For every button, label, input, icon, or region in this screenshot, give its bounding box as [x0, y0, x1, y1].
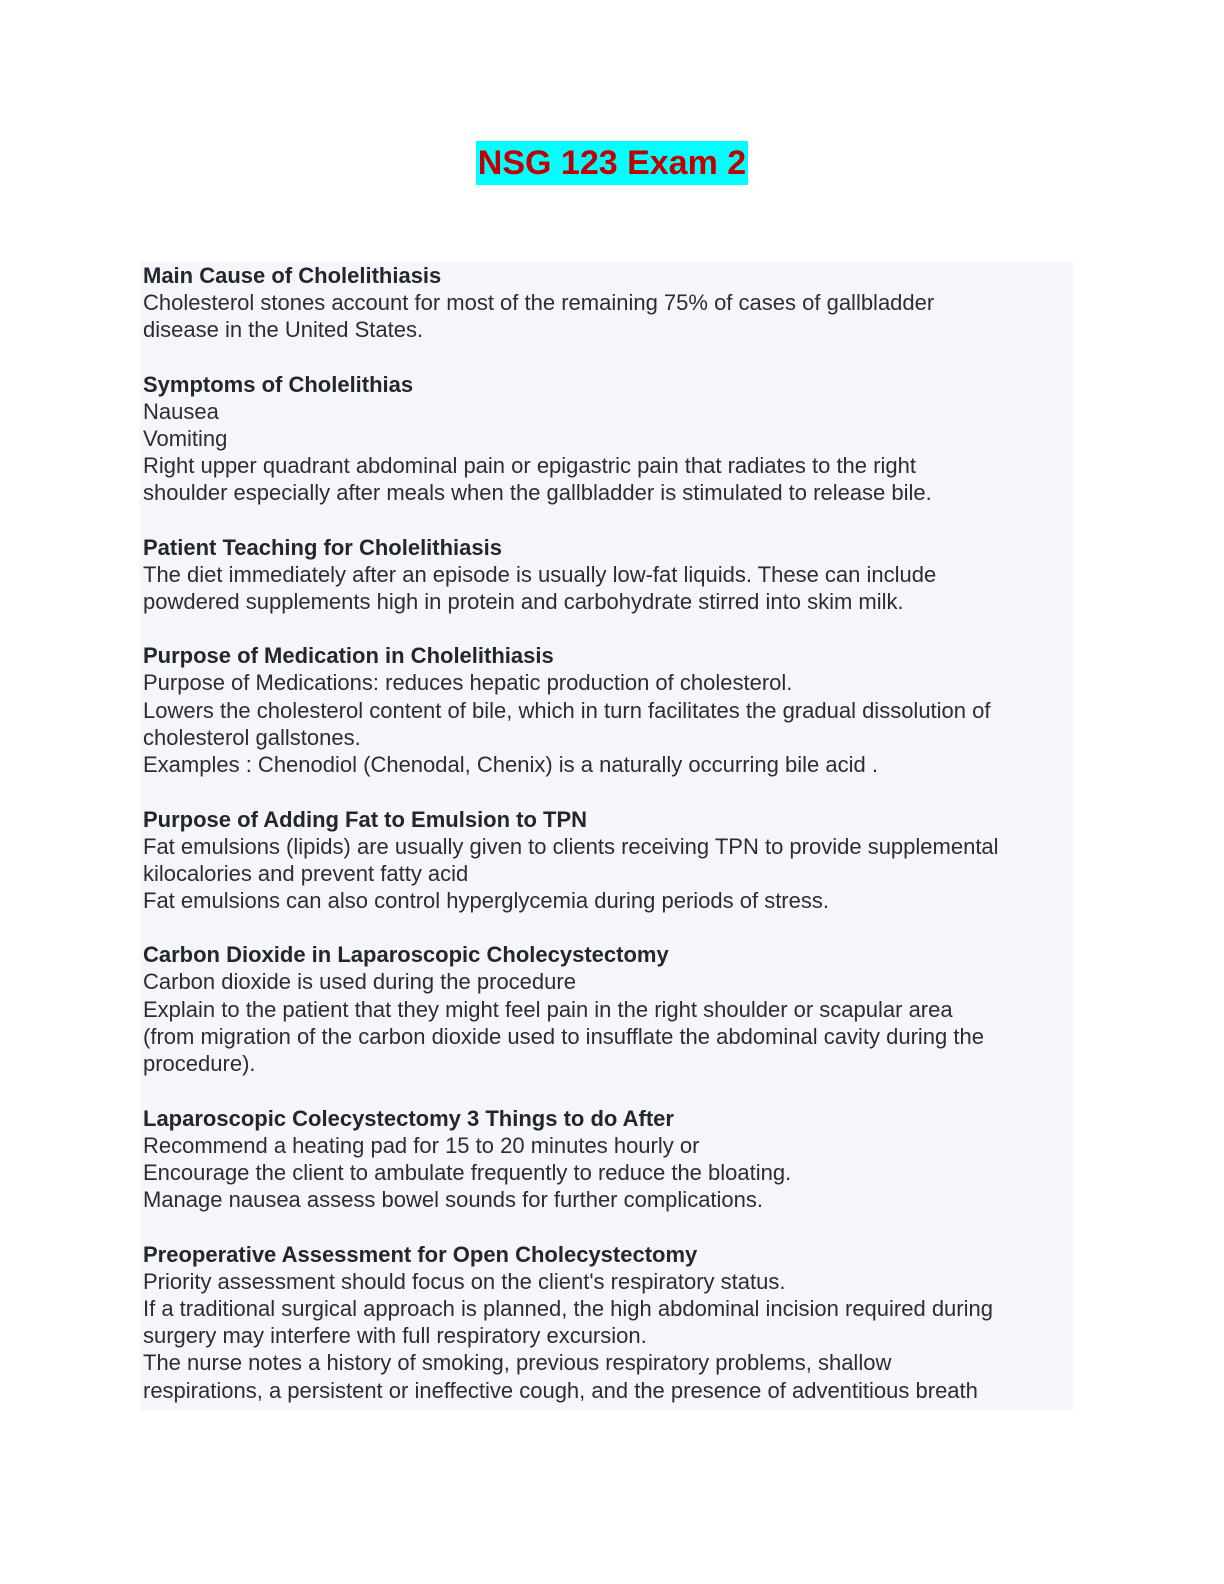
section-text-line: Recommend a heating pad for 15 to 20 minutes hourly or [143, 1132, 700, 1158]
section-text-line: disease in the United States. [143, 317, 424, 343]
section-text-line: procedure). [143, 1051, 256, 1077]
section-text-line: Lowers the cholesterol content of bile, which in turn facilitates the gradual dissolution of [143, 697, 991, 723]
section [143, 642, 1073, 778]
document-body [140, 262, 1073, 1410]
section [143, 371, 1073, 507]
section-heading: Carbon Dioxide in Laparoscopic Cholecystectomy [143, 942, 669, 968]
section-heading: Patient Teaching for Cholelithiasis [143, 534, 502, 560]
page-title: NSG 123 Exam 2 [476, 141, 748, 185]
section-heading: Preoperative Assessment for Open Cholecystectomy [143, 1241, 698, 1267]
section [143, 806, 1073, 915]
section-text-line: Carbon dioxide is used during the procedure [143, 969, 576, 995]
section-heading: Symptoms of Cholelithias [143, 371, 414, 397]
section-text-line: shoulder especially after meals when the gallbladder is stimulated to release bile. [143, 480, 932, 506]
section-heading: Purpose of Adding Fat to Emulsion to TPN [143, 806, 588, 832]
section-heading: Main Cause of Cholelithiasis [143, 263, 442, 288]
section-text-line: Fat emulsions (lipids) are usually given to clients receiving TPN to provide supplemental [143, 833, 999, 859]
section-text-line: cholesterol gallstones. [143, 724, 361, 750]
section-text-line: Manage nausea assess bowel sounds for further complications. [143, 1187, 764, 1213]
section-text-line: powdered supplements high in protein and carbohydrate stirred into skim milk. [143, 589, 904, 615]
section-text-line: respirations, a persistent or ineffective cough, and the presence of adventitious breath [143, 1377, 978, 1403]
section-text-line: Fat emulsions can also control hyperglycemia during periods of stress. [143, 888, 829, 914]
section-heading: Laparoscopic Colecystectomy 3 Things to do After [143, 1105, 674, 1131]
section-text-line: Explain to the patient that they might feel pain in the right shoulder or scapular area [143, 996, 953, 1022]
section-text-line: Nausea [143, 398, 219, 424]
section [143, 1105, 1073, 1214]
section-text-line: Cholesterol stones account for most of the remaining 75% of cases of gallbladder [143, 290, 935, 315]
section-text-line: Right upper quadrant abdominal pain or epigastric pain that radiates to the right [143, 453, 916, 479]
section-text-line: kilocalories and prevent fatty acid [143, 860, 469, 886]
section-text-line: If a traditional surgical approach is planned, the high abdominal incision required during [143, 1295, 993, 1321]
section [143, 941, 1073, 1077]
section-text-line: The diet immediately after an episode is usually low-fat liquids. These can include [143, 561, 937, 587]
section-text-line: The nurse notes a history of smoking, previous respiratory problems, shallow [143, 1350, 892, 1376]
section-text-line: Vomiting [143, 425, 228, 451]
section-text-line: surgery may interfere with full respiratory excursion. [143, 1323, 647, 1349]
section-text-line: Purpose of Medications: reduces hepatic production of cholesterol. [143, 670, 793, 696]
section-text-line: Encourage the client to ambulate frequently to reduce the bloating. [143, 1159, 792, 1185]
section [143, 262, 1073, 344]
section [143, 534, 1073, 616]
section [143, 1241, 1073, 1404]
title-container [0, 141, 1224, 185]
section-text-line: Priority assessment should focus on the client's respiratory status. [143, 1268, 786, 1294]
section-heading: Purpose of Medication in Cholelithiasis [143, 643, 554, 669]
section-text-line: (from migration of the carbon dioxide used to insufflate the abdominal cavity during the [143, 1024, 984, 1050]
section-text-line: Examples : Chenodiol (Chenodal, Chenix) is a naturally occurring bile acid . [143, 752, 878, 778]
